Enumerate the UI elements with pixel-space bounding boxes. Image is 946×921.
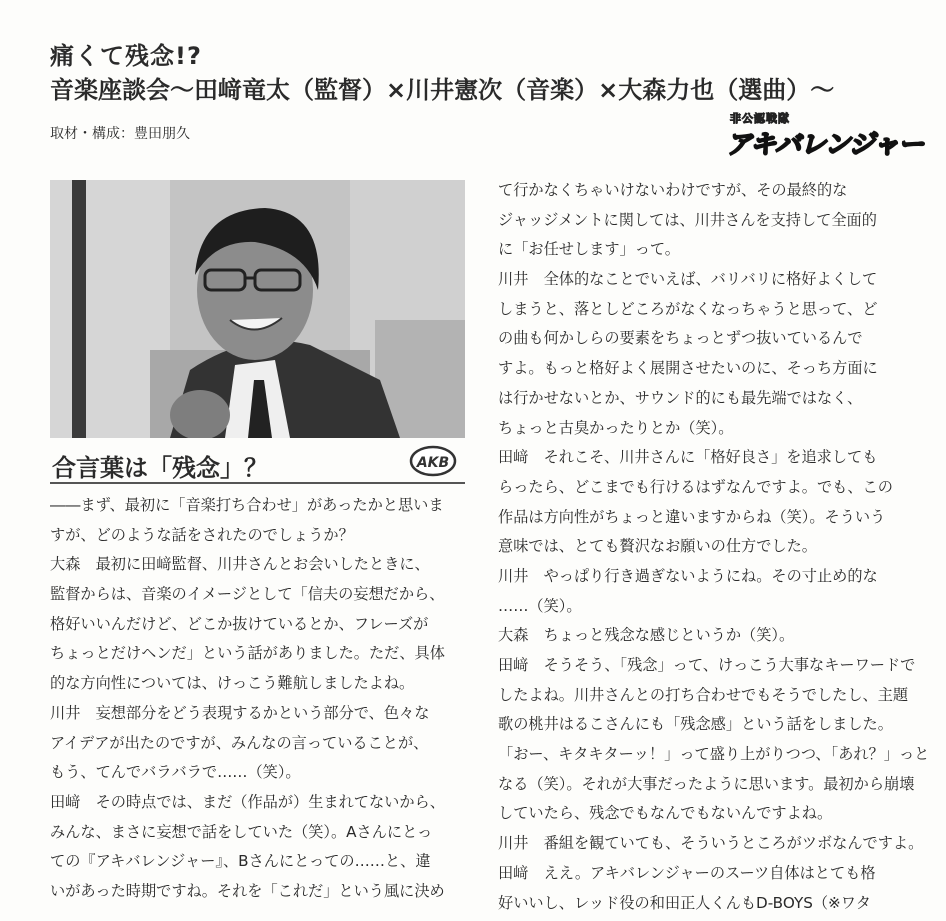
text-line: いがあった時期ですね。それを「これだ」という風に決め xyxy=(50,881,445,900)
text-line: ちょっと古臭かったりとか（笑）。 xyxy=(498,418,734,437)
text-line: 作品は方向性がちょっと違いますからね（笑）。そういう xyxy=(498,507,886,526)
article-credit: 取材・構成：豊田朋久 xyxy=(50,126,190,142)
text-line: ――まず、最初に「音楽打ち合わせ」があったかと思いま xyxy=(50,496,444,514)
photo-illustration xyxy=(50,180,465,438)
text-line: は行かせないとか、サウンド的にも最先端ではなく、 xyxy=(498,388,863,407)
text-line: 大森 ちょっと残念な感じというか（笑）。 xyxy=(498,626,795,645)
section-heading-text: 合言葉は「残念」？ xyxy=(52,454,268,482)
text-line: 歌の桃井はるこさんにも「残念感」という話をしました。 xyxy=(498,715,893,734)
text-line: 田﨑 それこそ、川井さんに「格好良さ」を追求しても xyxy=(498,448,878,467)
text-line: 意味では、とても贅沢なお願いの仕方でした。 xyxy=(498,537,817,556)
text-line: 田﨑 ええ。アキバレンジャーのスーツ自体はとても格 xyxy=(498,863,876,882)
text-line: ちょっとだけヘンだ」という話がありました。ただ、具体 xyxy=(50,644,445,663)
text-line: 的な方向性については、けっこう難航しましたよね。 xyxy=(50,674,415,693)
text-line: アイデアが出たのですが、みんなの言っていることが、 xyxy=(50,733,429,752)
text-line: て行かなくちゃいけないわけですが、その最終的な xyxy=(498,181,848,199)
text-line: 川井 番組を観ていても、そういうところがツボなんですよ。 xyxy=(498,834,924,853)
text-line: していたら、残念でもなんでもないんですよね。 xyxy=(498,804,833,823)
text-line: 監督からは、音楽のイメージとして「信夫の妄想だから、 xyxy=(50,585,445,604)
text-line: 格好いいんだけど、どこか抜けているとか、フレーズが xyxy=(50,614,429,633)
text-line: 川井 やっぱり行き過ぎないようにね。その寸止め的な xyxy=(498,566,878,585)
text-line: 川井 妄想部分をどう表現するかという部分で、色々な xyxy=(50,703,430,722)
text-line: 好いいし、レッド役の和田正人くんもD-BOYS（※ワタ xyxy=(498,893,871,912)
text-line: もう、てんでバラバラで……（笑）。 xyxy=(50,763,301,782)
text-line: みんな、まさに妄想で話をしていた（笑）。Aさんにとっ xyxy=(50,822,433,841)
text-line: 川井 全体的なことでいえば、バリバリに格好よくして xyxy=(498,270,878,289)
text-line: ……（笑）。 xyxy=(498,596,582,615)
text-line: 田﨑 その時点では、まだ（作品が）生まれてないから、 xyxy=(50,792,445,811)
article-title: 痛くて残念!? xyxy=(50,42,202,70)
text-line: 「おー、キタキターッ！」って盛り上がりつつ、「あれ？」っと xyxy=(498,745,930,764)
text-line: 大森 最初に田﨑監督、川井さんとお会いしたときに、 xyxy=(50,555,430,574)
text-line: しまうと、落としどころがなくなっちゃうと思って、ど xyxy=(498,299,878,318)
text-line: 田﨑 そうそう、「残念」って、けっこう大事なキーワードで xyxy=(498,656,916,674)
text-line: に「お任せします」って。 xyxy=(498,240,680,259)
text-line: したよね。川井さんとの打ち合わせでもそうでしたし、主題 xyxy=(498,685,909,704)
right-column xyxy=(498,176,930,918)
text-line: なる（笑）。それが大事だったように思います。最初から崩壊 xyxy=(498,774,915,793)
interview-photo xyxy=(50,180,465,438)
akibaranger-logo xyxy=(726,110,924,162)
text-line: すよ。もっと格好よく展開させたいのに、そっち方面に xyxy=(498,359,878,378)
text-line: の曲も何かしらの要素をちょっとずつ抜いているんで xyxy=(498,329,863,348)
text-line: ジャッジメントに関しては、川井さんを支持して全面的 xyxy=(498,210,877,229)
akb-badge-icon xyxy=(409,445,457,477)
logo-small-text: 非公認戦隊 xyxy=(730,112,790,125)
logo-main-text: アキバレンジャー xyxy=(726,130,924,160)
text-line: らったら、どこまでも行けるはずなんですよ。でも、この xyxy=(498,477,893,496)
text-line: すが、どのような話をされたのでしょうか？ xyxy=(50,525,354,544)
article-subtitle: 音楽座談会〜田﨑竜太（監督）×川井憲次（音楽）×大森力也（選曲）〜 xyxy=(50,76,835,104)
svg-text:AKB: AKB xyxy=(416,455,450,471)
left-column xyxy=(50,491,468,907)
section-heading xyxy=(50,440,465,484)
text-line: ての『アキバレンジャー』、Bさんにとっての……と、違 xyxy=(50,852,431,871)
